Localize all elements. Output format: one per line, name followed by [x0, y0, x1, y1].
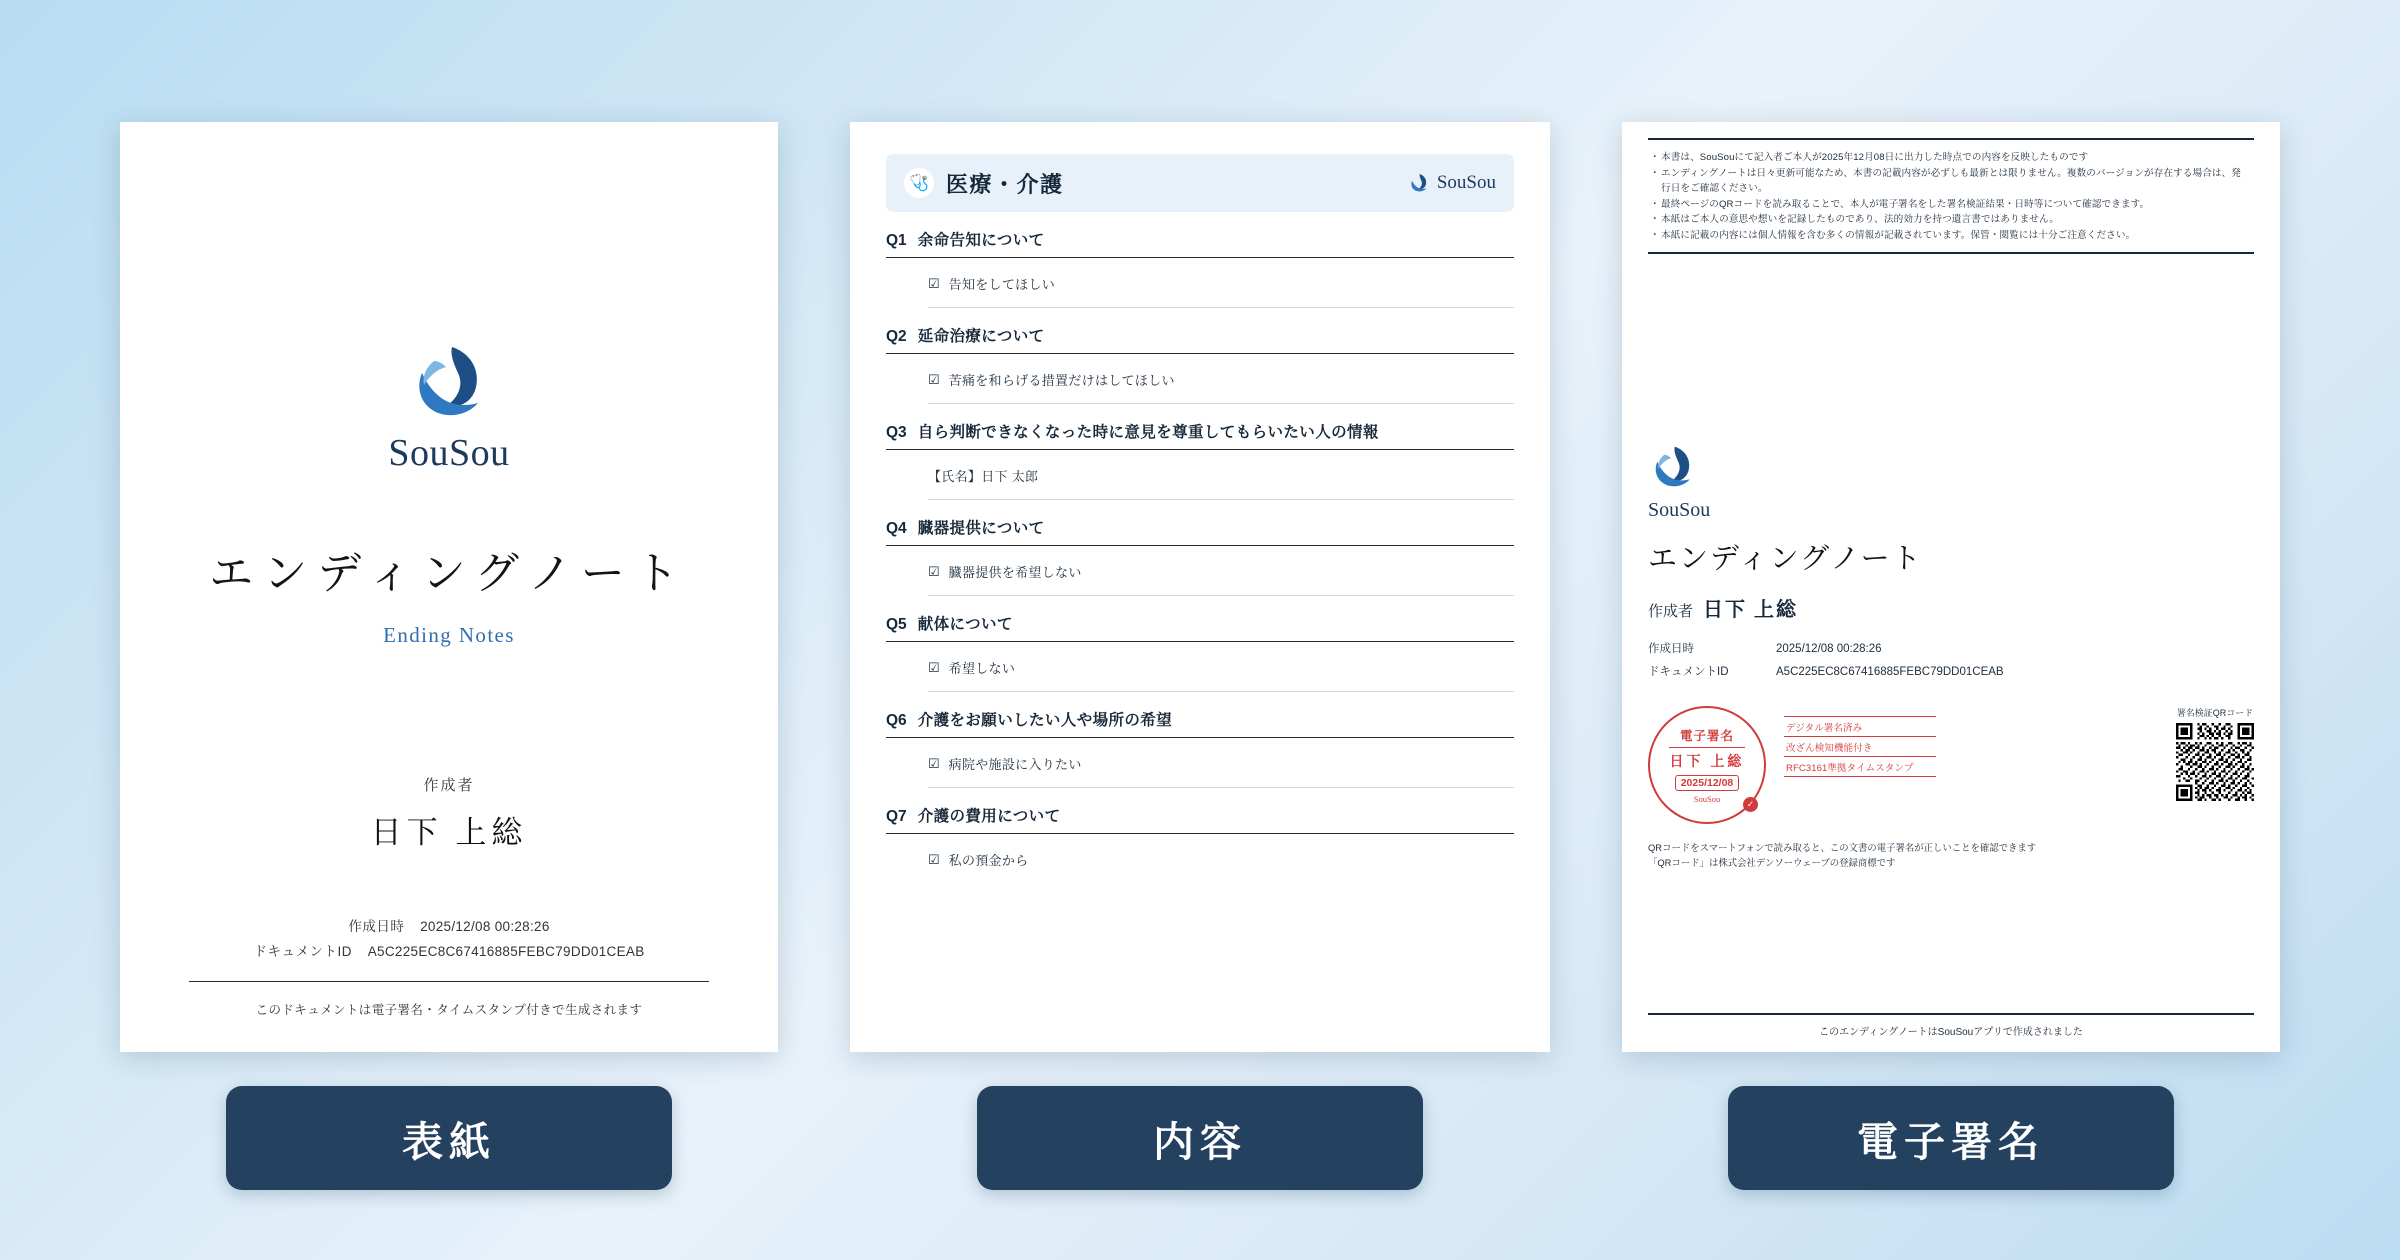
qr-note-line-2: 「QRコード」は株式会社デンソーウェーブの登録商標です [1648, 857, 1896, 869]
qr-label: 署名検証QRコード [2176, 708, 2254, 719]
signature-metadata [1648, 638, 2254, 684]
question-number: Q7 [886, 808, 907, 825]
cover-divider [189, 981, 709, 982]
answer-text: 病院や施設に入りたい [948, 757, 1082, 772]
stamp-date: 2025/12/08 [1675, 775, 1740, 791]
cover-subtitle: Ending Notes [383, 623, 515, 647]
verified-check-icon: ✓ [1743, 797, 1758, 812]
question-row [886, 612, 1514, 642]
content-section-title: 医療・介護 [946, 171, 1064, 197]
question-row [886, 420, 1514, 450]
question-row [886, 228, 1514, 258]
answer-row [928, 658, 1514, 692]
sousou-leaf-logo-icon [406, 343, 492, 421]
label-button-cover[interactable]: 表紙 [226, 1086, 672, 1190]
checkbox-checked-icon: ☑ [928, 563, 940, 579]
question-number: Q2 [886, 328, 907, 345]
question-block [886, 324, 1514, 404]
question-text: 延命治療について [917, 328, 1045, 345]
answer-row [928, 754, 1514, 788]
content-brand [1408, 172, 1496, 194]
stamp-name: 日下 上総 [1669, 753, 1745, 770]
question-text: 献体について [917, 616, 1013, 633]
answer-row [928, 274, 1514, 308]
cover-logo-text: SouSou [388, 432, 510, 474]
footer-divider [1648, 1013, 2254, 1015]
notice-item: ・ 本書は、SouSouにて記入者ご本人が2025年12月08日に出力した時点での内容を反映したものです [1652, 150, 2250, 166]
qr-verification-note [1648, 840, 2254, 870]
stamp-brand: SouSou [1693, 794, 1721, 805]
signature-logo [1648, 444, 2254, 522]
answer-text: 私の預金から [948, 853, 1029, 868]
signature-docid-value: A5C225EC8C67416885FEBC79DD01CEAB [1776, 666, 2004, 679]
label-wrap-content [850, 1086, 1550, 1190]
signature-docid-label: ドキュメントID [1648, 666, 1729, 679]
answer-row [928, 562, 1514, 596]
checkbox-checked-icon: ☑ [928, 659, 940, 675]
question-row [886, 516, 1514, 546]
question-text: 余命告知について [917, 232, 1045, 249]
label-button-content[interactable]: 内容 [977, 1086, 1423, 1190]
checkbox-checked-icon: ☑ [928, 275, 940, 291]
label-wrap-cover [120, 1086, 778, 1190]
question-number: Q1 [886, 232, 907, 249]
notice-item: ・ エンディングノートは日々更新可能なため、本書の記載内容が必ずしも最新とは限りません。複数のバージョンが存在する場合は、発行日をご確認ください。 [1652, 166, 2250, 197]
signature-stamp-area [1648, 706, 2254, 824]
question-block [886, 708, 1514, 788]
answer-row [928, 466, 1514, 500]
page-label-row [120, 1086, 2280, 1190]
label-button-signature[interactable]: 電子署名 [1728, 1086, 2174, 1190]
cover-author-name: 日下 上総 [370, 814, 528, 850]
question-block [886, 228, 1514, 308]
cover-footer-note: このドキュメントは電子署名・タイムスタンプ付きで生成されます [255, 1003, 643, 1017]
document-page-signature[interactable] [1622, 122, 2280, 1052]
qr-note-line-1: QRコードをスマートフォンで読み取ると、この文書の電子署名が正しいことを確認できます [1648, 842, 2037, 854]
answer-text: 告知をしてほしい [948, 277, 1056, 292]
signature-author-name: 日下 上総 [1703, 599, 1799, 622]
document-preview-row [120, 122, 2280, 1052]
question-text: 臓器提供について [917, 520, 1045, 537]
question-number: Q4 [886, 520, 907, 537]
signature-logo-text: SouSou [1648, 499, 1711, 522]
signature-notice-list [1648, 138, 2254, 254]
signature-author [1648, 593, 2254, 622]
question-block [886, 516, 1514, 596]
answer-row [928, 850, 1514, 883]
checkbox-checked-icon: ☑ [928, 755, 940, 771]
footer-text: このエンディングノートはSouSouアプリで作成されました [1819, 1027, 2083, 1038]
cover-author-label: 作成者 [423, 776, 475, 794]
stamp-notes [1784, 716, 1936, 777]
stamp-note-item: RFC3161準拠タイムスタンプ [1784, 757, 1936, 777]
question-number: Q6 [886, 712, 907, 729]
answer-text: 希望しない [948, 661, 1016, 676]
medical-care-icon: 🩺 [904, 168, 934, 198]
cover-docid-value: A5C225EC8C67416885FEBC79DD01CEAB [367, 944, 645, 960]
question-text: 介護をお願いしたい人や場所の希望 [917, 712, 1173, 729]
answer-text: 臓器提供を希望しない [948, 565, 1082, 580]
notice-item: ・ 本紙はご本人の意思や想いを記録したものであり、法的効力を持つ遺言書ではありません。 [1652, 212, 2250, 228]
content-brand-text: SouSou [1436, 172, 1496, 193]
stamp-note-item: デジタル署名済み [1784, 716, 1936, 737]
question-number: Q3 [886, 424, 907, 441]
sousou-leaf-logo-icon [1408, 173, 1430, 193]
question-block [886, 420, 1514, 500]
question-row [886, 804, 1514, 834]
signature-footer [1648, 1013, 2254, 1042]
question-row [886, 324, 1514, 354]
stamp-label: 電子署名 [1679, 728, 1734, 743]
signature-created-label: 作成日時 [1648, 643, 1694, 656]
cover-title: エンディングノート [209, 549, 689, 598]
question-block [886, 804, 1514, 883]
document-page-content[interactable] [850, 122, 1550, 1052]
cover-logo [388, 343, 509, 475]
notice-item: ・ 本紙に記載の内容には個人情報を含む多くの情報が記載されています。保管・閲覧には十分ご注意ください。 [1652, 228, 2250, 244]
signature-title: エンディングノート [1648, 543, 1923, 576]
document-page-cover[interactable] [120, 122, 778, 1052]
question-row [886, 708, 1514, 738]
signature-author-label: 作成者 [1648, 603, 1694, 621]
question-block [886, 612, 1514, 692]
checkbox-checked-icon: ☑ [928, 371, 940, 387]
question-number: Q5 [886, 616, 907, 633]
answer-row [928, 370, 1514, 404]
label-wrap-signature [1622, 1086, 2280, 1190]
answer-text: 苦痛を和らげる措置だけはしてほしい [948, 373, 1175, 388]
answer-text: 【氏名】日下 太郎 [928, 469, 1039, 484]
cover-created-value: 2025/12/08 00:28:26 [420, 918, 550, 934]
question-text: 介護の費用について [917, 808, 1061, 825]
qr-verification-block [2176, 706, 2254, 801]
cover-docid-label: ドキュメントID [253, 944, 352, 960]
signature-created-value: 2025/12/08 00:28:26 [1776, 643, 1882, 656]
digital-signature-stamp [1648, 706, 1766, 824]
stamp-note-item: 改ざん検知機能付き [1784, 737, 1936, 757]
sousou-leaf-logo-icon [1648, 477, 1698, 494]
question-text: 自ら判断できなくなった時に意見を尊重してもらいたい人の情報 [917, 424, 1379, 441]
cover-metadata [253, 914, 644, 965]
checkbox-checked-icon: ☑ [928, 851, 940, 867]
notice-item: ・ 最終ページのQRコードを読み取ることで、本人が電子署名をした署名検証結果・日時等について確認できます。 [1652, 197, 2250, 213]
cover-created-label: 作成日時 [348, 918, 405, 934]
qr-code-icon[interactable] [2176, 723, 2254, 801]
content-section-header [886, 154, 1514, 212]
